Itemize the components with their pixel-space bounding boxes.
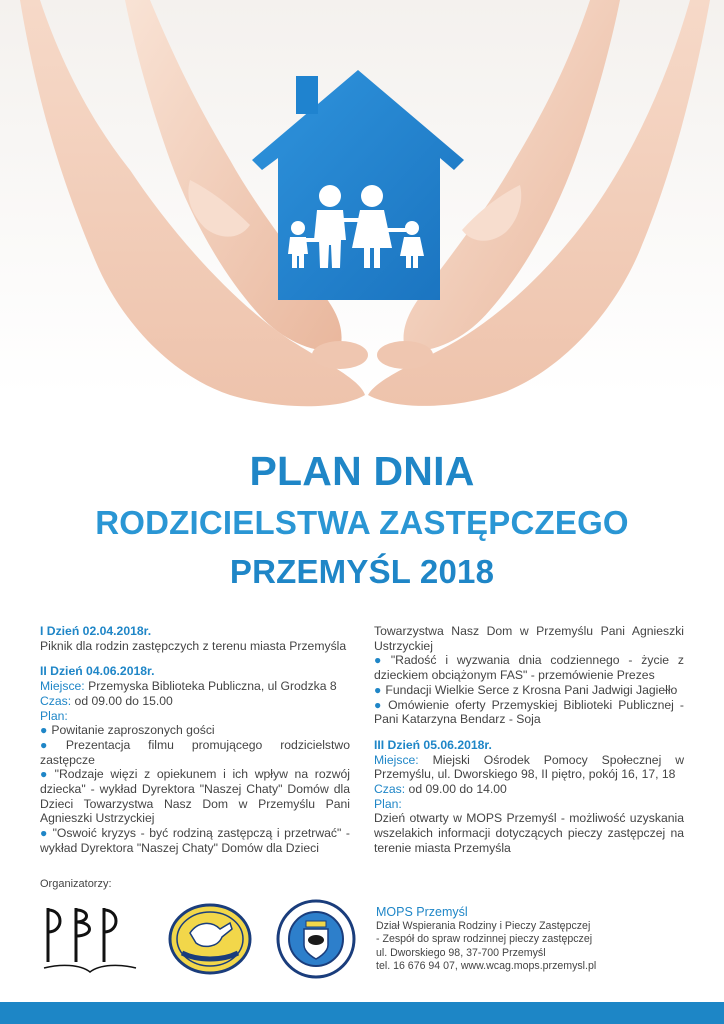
place-value: Miejski Ośrodek Pomocy Społecznej w Przemyślu, ul. Dworskiego 98, II piętro, pokój 16, 17, 18	[374, 752, 685, 782]
time-label: Czas:	[40, 693, 72, 708]
day-1-section	[40, 624, 350, 653]
list-item: ● "Oswoić kryzys - być rodziną zastępczą i przetrwać" - wykład Dyrektora "Naszej Chaty" Domów dla Dzieci	[40, 826, 350, 855]
contact-line: Dział Wspierania Rodziny i Pieczy Zastępczej	[376, 920, 591, 933]
day-3-place	[374, 753, 684, 782]
day-2-place	[40, 679, 350, 694]
contact-block	[376, 906, 596, 973]
time-value: od 09.00 do 15.00	[74, 693, 173, 708]
contact-line: - Zespół do spraw rodzinnej pieczy zastępczej	[376, 933, 593, 946]
day-1-heading: I Dzień 02.04.2018r.	[40, 624, 152, 638]
plan-label: Plan:	[40, 708, 68, 723]
bullet-icon: ●	[374, 682, 382, 697]
place-value: Przemyska Biblioteka Publiczna, ul Grodzka 8	[88, 679, 337, 694]
day-3-section	[374, 738, 684, 856]
bullet-icon: ●	[40, 826, 49, 841]
day-2-section	[40, 664, 350, 855]
hero-illustration	[0, 0, 724, 430]
hands-with-house-illustration	[0, 0, 724, 430]
day-2-heading: II Dzień 04.06.2018r.	[40, 664, 155, 679]
list-item: ● Omówienie oferty Przemyskiej Biblioteki Publicznej - Pani Katarzyna Bendarz - Soja	[374, 697, 684, 727]
title-line-2: RODZICIELSTWA ZASTĘPCZEGO	[95, 504, 629, 541]
list-item: ● "Rodzaje więzi z opiekunem i ich wpływ na rozwój dziecka" - wykład Dyrektora "Naszej Chaty" Domów dla Dzieci Towarzystwa Nasz Dom w Przemyślu Pani Agnieszki Ustrzyckiej	[40, 767, 350, 826]
organizers-label: Organizatorzy:	[40, 878, 112, 890]
day-2-continued	[374, 624, 684, 727]
day-3-time	[374, 782, 684, 797]
day-3-heading: III Dzień 05.06.2018r.	[374, 737, 492, 752]
contact-line: ul. Dworskiego 98, 37-700 Przemyśl	[376, 946, 546, 959]
przyjaciel-dziecka-logo	[168, 903, 252, 975]
time-value: od 09.00 do 14.00	[408, 782, 507, 797]
bullet-icon: ●	[374, 697, 385, 712]
left-column	[40, 624, 350, 856]
bullet-icon: ●	[374, 653, 387, 668]
bullet-icon: ●	[40, 767, 51, 782]
title-line-1: PLAN DNIA	[249, 448, 475, 494]
continued-text: Towarzystwa Nasz Dom w Przemyślu Pani Agnieszki Ustrzyckiej	[374, 624, 684, 653]
mops-logo	[276, 899, 356, 979]
day-1-text: Piknik dla rodzin zastępczych z terenu miasta Przemyśla	[40, 638, 347, 653]
place-label: Miejsce:	[374, 752, 419, 767]
list-item: ● Powitanie zaproszonych gości	[40, 723, 215, 738]
day-2-time	[40, 694, 350, 709]
house-icon	[252, 70, 464, 300]
list-item: ● "Radość i wyzwania dnia codziennego - życie z dzieckiem obciążonym FAS" - przemówienie Prezes	[374, 653, 684, 683]
right-fingertips-shape	[377, 341, 433, 369]
pbp-logo	[40, 902, 140, 978]
left-fingertips-shape	[312, 341, 368, 369]
title-line-3: PRZEMYŚL 2018	[229, 553, 495, 590]
time-label: Czas:	[374, 782, 406, 797]
place-label: Miejsce:	[40, 679, 85, 694]
footer-bar	[0, 1002, 724, 1024]
right-column	[374, 624, 684, 856]
bullet-icon: ●	[40, 737, 62, 752]
day-3-text: Dzień otwarty w MOPS Przemyśl - możliwość uzyskania wszelakich informacji dotyczących pieczy zastępczej na terenie miasta Przemyśla	[374, 811, 684, 855]
list-item: ● Fundacji Wielkie Serce z Krosna Pani Jadwigi Jagiełło	[374, 682, 678, 697]
contact-line: tel. 16 676 94 07, www.wcag.mops.przemysl.pl	[376, 959, 597, 972]
list-item: ● Prezentacja filmu promującego rodzicielstwo zastępcze	[40, 737, 350, 767]
contact-title: MOPS Przemyśl	[376, 905, 468, 919]
plan-label: Plan:	[374, 796, 402, 811]
bullet-icon: ●	[40, 723, 48, 738]
